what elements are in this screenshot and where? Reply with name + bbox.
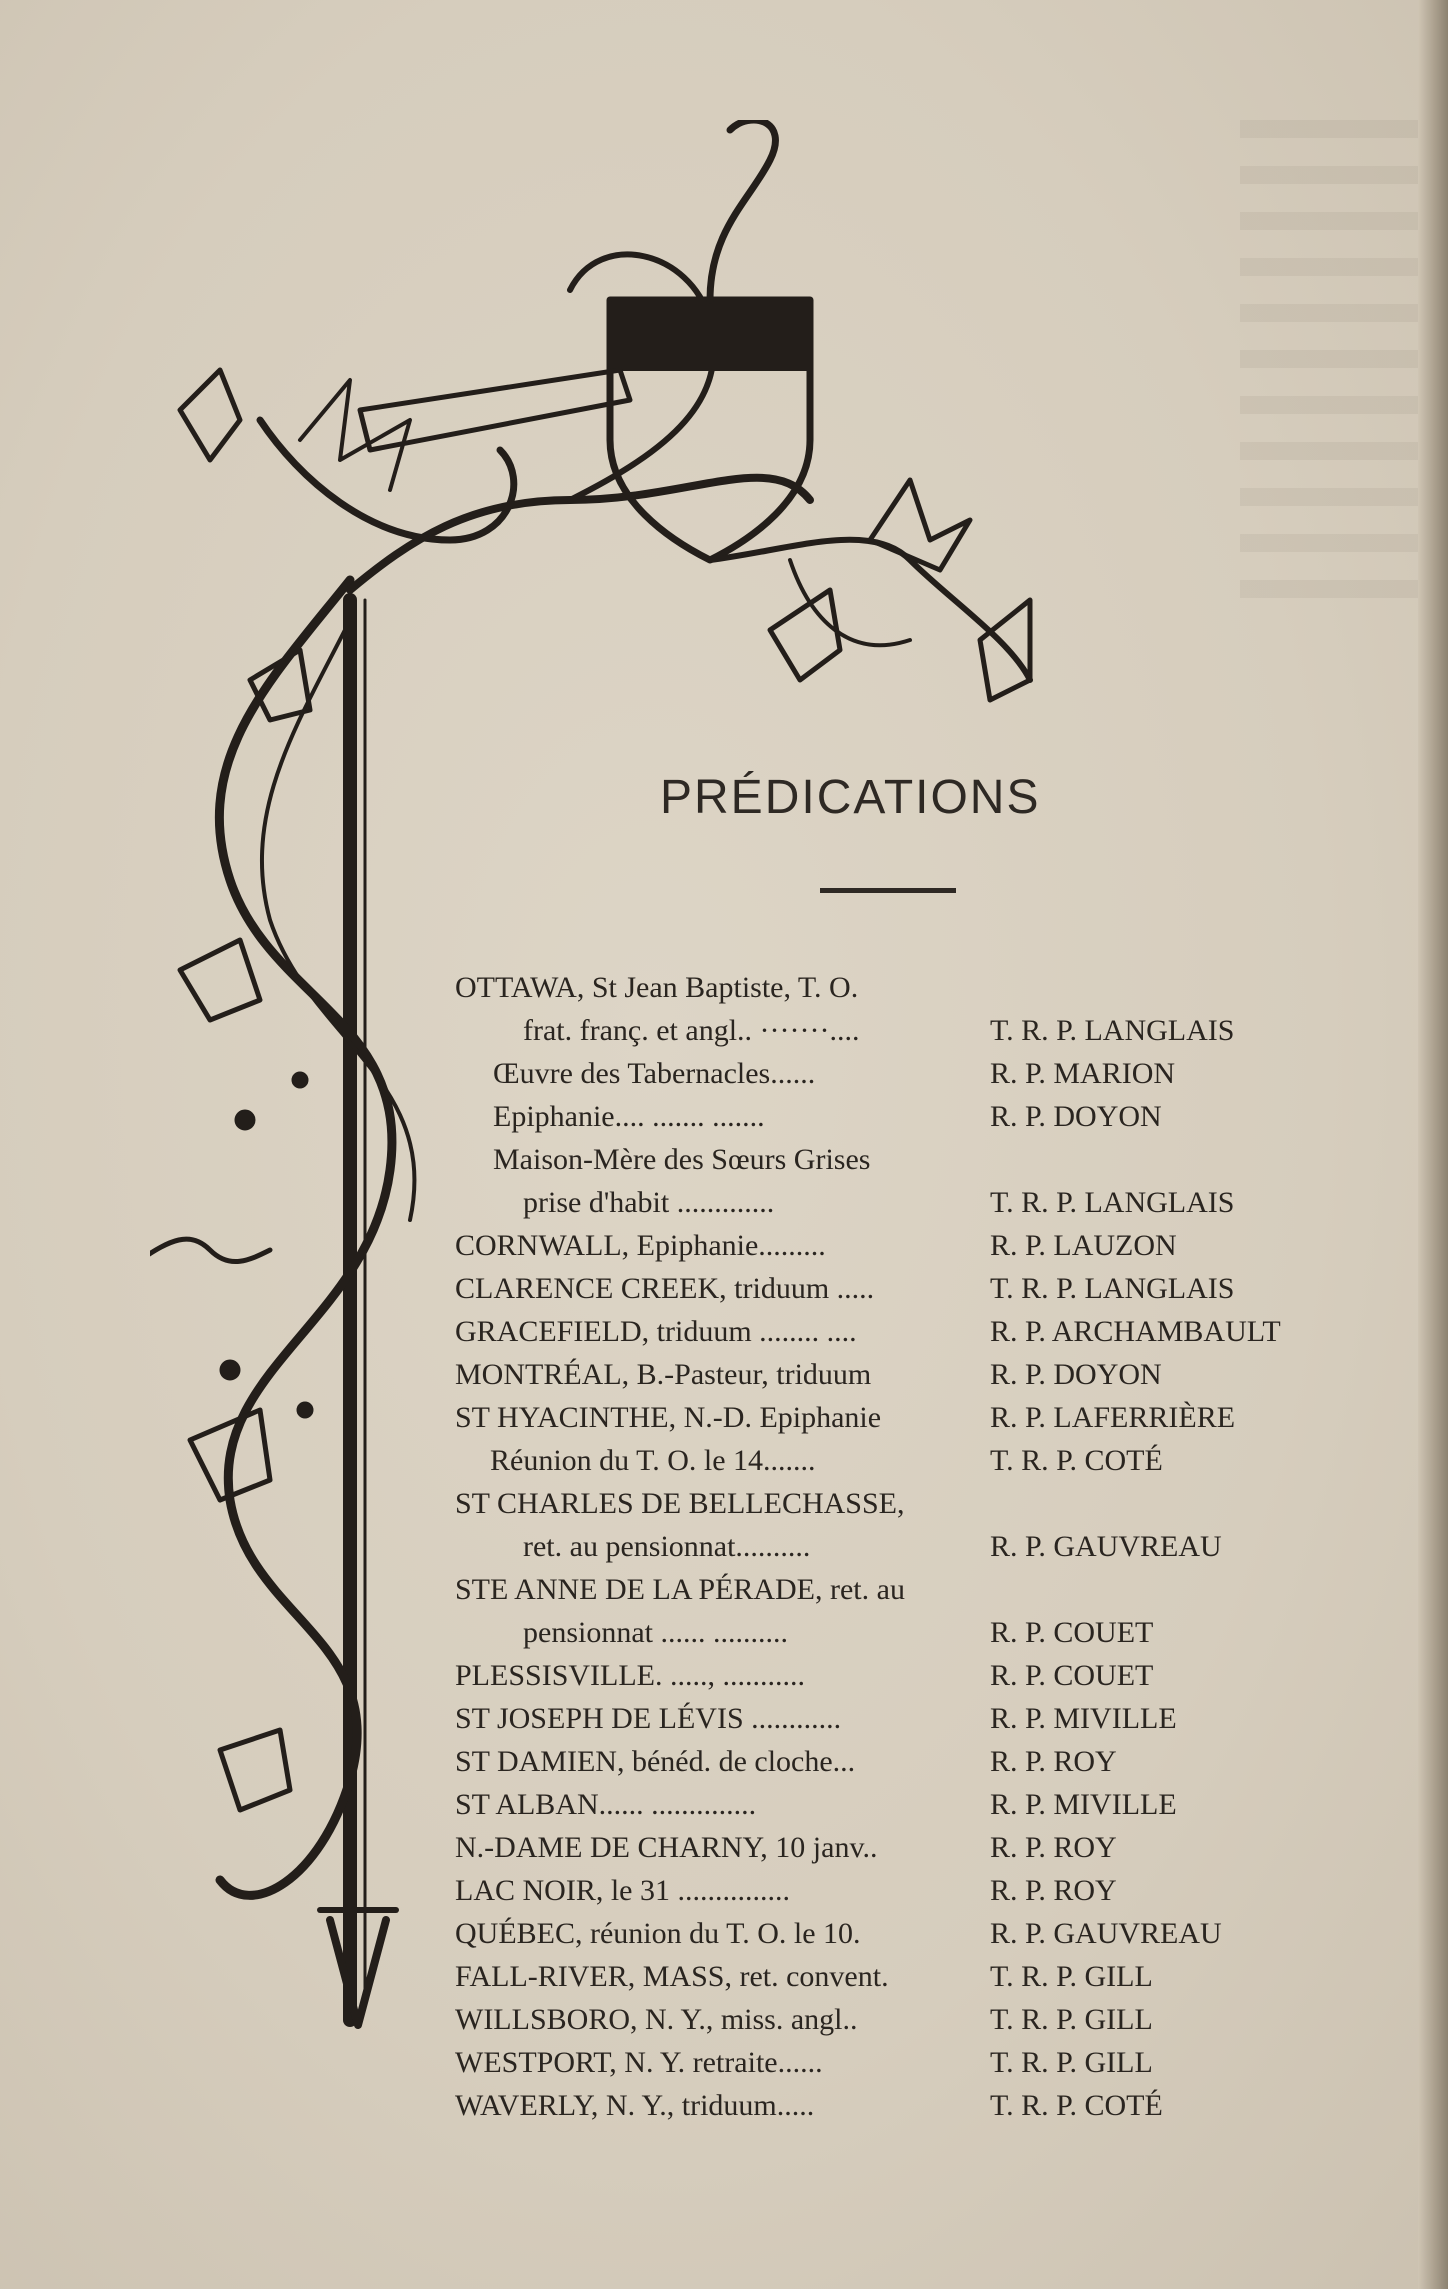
list-item [455, 1826, 1335, 1869]
page-edge-shadow [1418, 0, 1448, 2289]
list-item [455, 1095, 1335, 1138]
list-item [455, 966, 1335, 1009]
entry-place: N.-DAME DE CHARNY, 10 janv.. [455, 1831, 878, 1864]
entry-preacher: R. P. ROY [990, 1874, 1117, 1907]
list-item [455, 2084, 1335, 2127]
entry-place: CLARENCE CREEK, triduum ..... [455, 1272, 875, 1305]
entry-place: MONTRÉAL, B.-Pasteur, triduum [455, 1358, 872, 1391]
list-item [455, 1568, 1335, 1611]
entry-place: ST HYACINTHE, N.-D. Epiphanie [455, 1401, 882, 1434]
entry-place: ST CHARLES DE BELLECHASSE, [455, 1487, 905, 1520]
entry-place: pensionnat ...... .......... [523, 1616, 788, 1649]
list-item [455, 1181, 1335, 1224]
list-item [455, 2041, 1335, 2084]
list-item [455, 1009, 1335, 1052]
list-item [455, 1783, 1335, 1826]
page-title: PRÉDICATIONS [660, 771, 1041, 824]
entry-place: GRACEFIELD, triduum ........ .... [455, 1315, 857, 1348]
entry-place: Maison-Mère des Sœurs Grises [493, 1143, 871, 1176]
entry-place: WAVERLY, N. Y., triduum..... [455, 2089, 815, 2122]
list-item [455, 1955, 1335, 1998]
entry-place: OTTAWA, St Jean Baptiste, T. O. [455, 971, 859, 1004]
list-item [455, 1138, 1335, 1181]
entry-preacher: R. P. ROY [990, 1745, 1117, 1778]
list-item [455, 1224, 1335, 1267]
entry-place: PLESSISVILLE. ....., ........... [455, 1659, 806, 1692]
entry-place: CORNWALL, Epiphanie......... [455, 1229, 826, 1262]
entry-preacher: T. R. P. LANGLAIS [990, 1272, 1235, 1305]
entry-preacher: R. P. COUET [990, 1616, 1154, 1649]
list-item [455, 1912, 1335, 1955]
list-item [455, 1740, 1335, 1783]
entry-preacher: T. R. P. COTÉ [990, 2089, 1163, 2122]
list-item [455, 1353, 1335, 1396]
list-item [455, 1439, 1335, 1482]
title-rule [820, 888, 956, 893]
entry-place: Œuvre des Tabernacles...... [493, 1057, 816, 1090]
entry-preacher: R. P. DOYON [990, 1100, 1162, 1133]
list-item [455, 1998, 1335, 2041]
entry-preacher: T. R. P. GILL [990, 1960, 1153, 1993]
entry-preacher: T. R. P. LANGLAIS [990, 1014, 1235, 1047]
show-through-text [1240, 120, 1430, 620]
entry-place: Epiphanie.... ....... ....... [493, 1100, 765, 1133]
entry-preacher: T. R. P. GILL [990, 2003, 1153, 2036]
entry-place: frat. franç. et angl.. ·······.... [523, 1014, 860, 1047]
list-item [455, 1654, 1335, 1697]
entry-preacher: R. P. MARION [990, 1057, 1176, 1090]
entry-preacher: T. R. P. LANGLAIS [990, 1186, 1235, 1219]
list-item [455, 1611, 1335, 1654]
entry-place: WESTPORT, N. Y. retraite...... [455, 2046, 823, 2079]
entry-place: ST ALBAN...... .............. [455, 1788, 757, 1821]
entry-preacher: T. R. P. GILL [990, 2046, 1153, 2079]
list-item [455, 1482, 1335, 1525]
entry-place: ret. au pensionnat.......... [523, 1530, 811, 1563]
entry-place: Réunion du T. O. le 14....... [490, 1444, 816, 1477]
entry-place: WILLSBORO, N. Y., miss. angl.. [455, 2003, 858, 2036]
entry-preacher: R. P. LAFERRIÈRE [990, 1401, 1236, 1434]
entry-preacher: R. P. MIVILLE [990, 1702, 1177, 1735]
list-item [455, 1396, 1335, 1439]
list-item [455, 1869, 1335, 1912]
entry-place: QUÉBEC, réunion du T. O. le 10. [455, 1917, 861, 1950]
entry-preacher: R. P. DOYON [990, 1358, 1162, 1391]
list-item [455, 1310, 1335, 1353]
entry-place: STE ANNE DE LA PÉRADE, ret. au [455, 1573, 905, 1606]
entry-preacher: T. R. P. COTÉ [990, 1444, 1163, 1477]
list-item [455, 1697, 1335, 1740]
entry-place: ST JOSEPH DE LÉVIS ............ [455, 1702, 842, 1735]
entry-preacher: R. P. MIVILLE [990, 1788, 1177, 1821]
sermon-list [455, 966, 1335, 2127]
entry-preacher: R. P. GAUVREAU [990, 1530, 1222, 1563]
entry-preacher: R. P. GAUVREAU [990, 1917, 1222, 1950]
entry-preacher: R. P. LAUZON [990, 1229, 1177, 1262]
entry-place: ST DAMIEN, bénéd. de cloche... [455, 1745, 856, 1778]
entry-place: LAC NOIR, le 31 ............... [455, 1874, 790, 1907]
entry-preacher: R. P. ROY [990, 1831, 1117, 1864]
entry-preacher: R. P. ARCHAMBAULT [990, 1315, 1281, 1348]
list-item [455, 1267, 1335, 1310]
list-item [455, 1525, 1335, 1568]
entry-place: FALL-RIVER, MASS, ret. convent. [455, 1960, 889, 1993]
entry-place: prise d'habit ............. [523, 1186, 775, 1219]
entry-preacher: R. P. COUET [990, 1659, 1154, 1692]
list-item [455, 1052, 1335, 1095]
